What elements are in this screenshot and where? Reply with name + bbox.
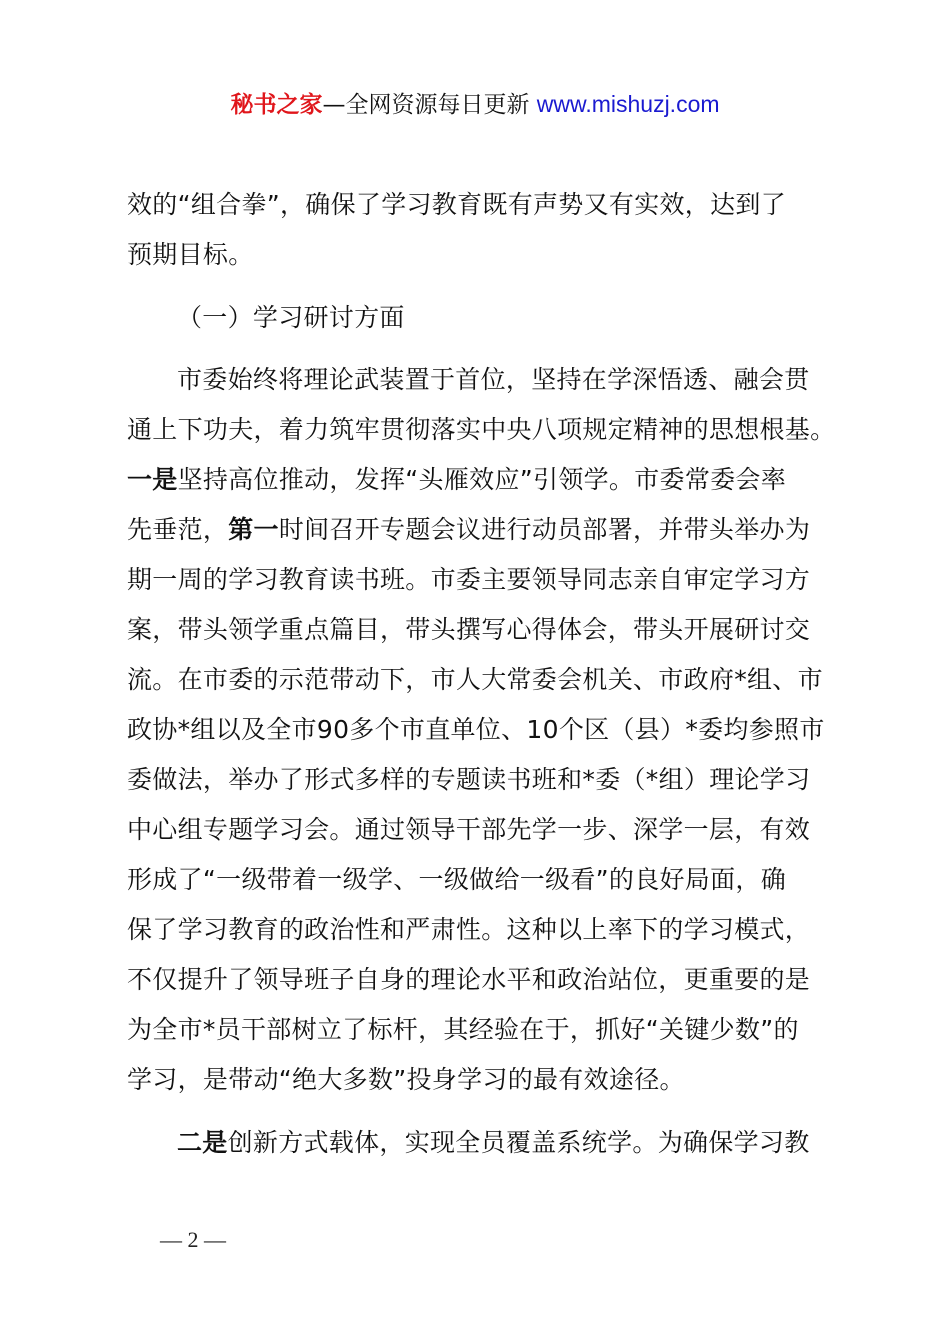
site-url-link[interactable]: www.mishuzj.com [536, 91, 720, 117]
body-line: 期一周的学习教育读书班。市委主要领导同志亲自审定学习方 [127, 565, 811, 594]
body-line: 效的“组合拳”，确保了学习教育既有声势又有实效，达到了 [127, 190, 787, 219]
body-line: 流。在市委的示范带动下，市人大常委会机关、市政府*组、市 [127, 665, 823, 694]
body-line: 不仅提升了领导班子自身的理论水平和政治站位，更重要的是 [127, 965, 811, 994]
body-line: 学习，是带动“绝大多数”投身学习的最有效途径。 [127, 1065, 685, 1094]
body-line: 保了学习教育的政治性和严肃性。这种以上率下的学习模式， [127, 915, 811, 944]
body-line: 先垂范，第一时间召开专题会议进行动员部署，并带头举办为 [127, 515, 811, 544]
body-line: 市委始终将理论武装置于首位，坚持在学深悟透、融会贯 [177, 365, 810, 394]
body-line: 二是创新方式载体，实现全员覆盖系统学。为确保学习教 [177, 1128, 810, 1157]
body-line: 政协*组以及全市90多个市直单位、10个区（县）*委均参照市 [127, 715, 825, 744]
body-line: 中心组专题学习会。通过领导干部先学一步、深学一层，有效 [127, 815, 811, 844]
page-number: — 2 — [160, 1227, 226, 1252]
header-tagline: —全网资源每日更新 [322, 92, 530, 118]
bold-lead: 第一 [228, 515, 279, 544]
brand-name: 秘书之家 [230, 92, 323, 118]
body-line: 委做法，举办了形式多样的专题读书班和*委（*组）理论学习 [127, 765, 811, 794]
body-line: 通上下功夫，着力筑牢贯彻落实中央八项规定精神的思想根基。 [127, 415, 836, 444]
body-line: 案，带头领学重点篇目，带头撰写心得体会，带头开展研讨交 [127, 615, 811, 644]
bold-lead: 一是 [127, 465, 178, 494]
body-line: 形成了“一级带着一级学、一级做给一级看”的良好局面，确 [127, 865, 787, 894]
body-line: 一是坚持高位推动，发挥“头雁效应”引领学。市委常委会率 [127, 465, 787, 494]
body-line: 预期目标。 [127, 240, 254, 269]
body-line: 为全市*员干部树立了标杆，其经验在于，抓好“关键少数”的 [127, 1015, 799, 1044]
section-heading: （一）学习研讨方面 [177, 303, 405, 332]
site-header [0, 86, 950, 123]
bold-lead: 二是 [177, 1128, 228, 1157]
